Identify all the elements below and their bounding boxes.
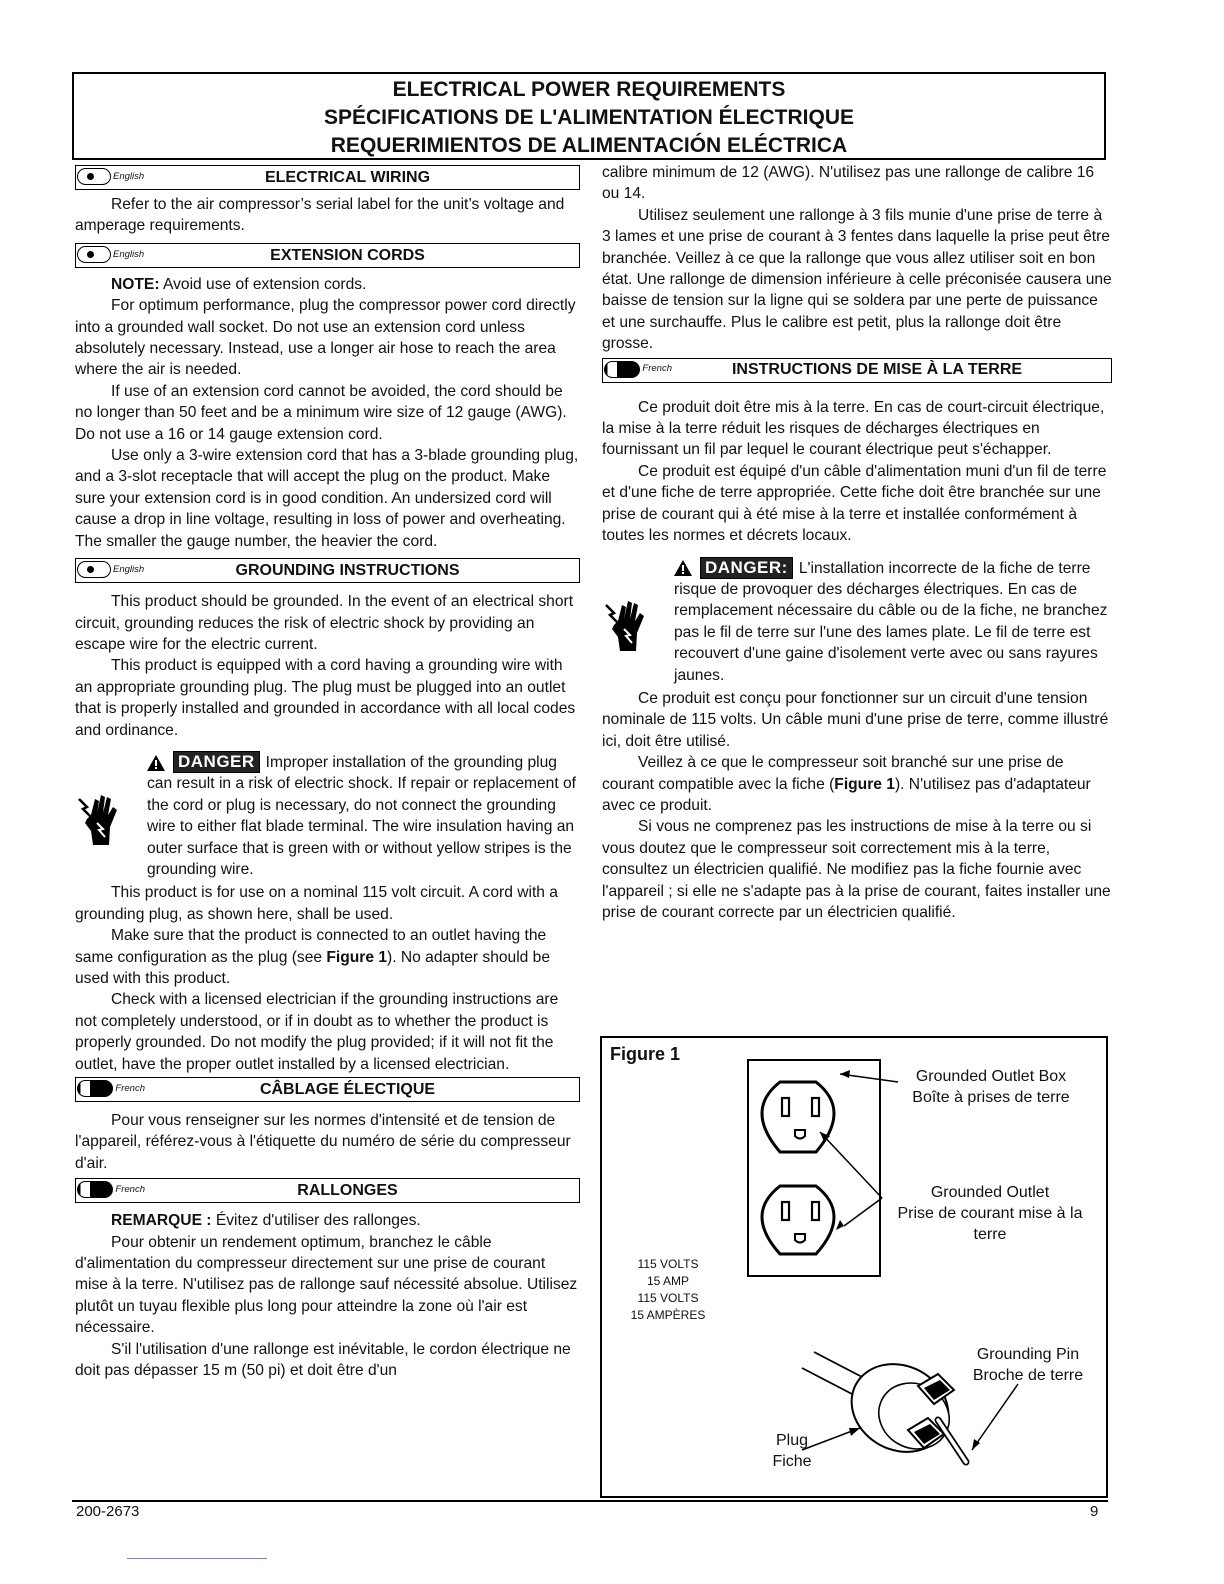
paragraph: Ce produit est équipé d'un câble d'alimentation muni d'un fil de terre et d'une fiche de terre appropriée. Cette fiche doit être branchée sur une prise de courant qui à été mise à la terre et installée conformément à toutes les normes et décrets locaux. <box>602 462 1107 545</box>
section-title: CÂBLAGE ÉLECTIQUE <box>259 1080 436 1098</box>
divider <box>127 1558 267 1559</box>
note-text: Évitez d'utiliser des rallonges. <box>211 1212 421 1230</box>
english-tag: English <box>77 167 145 186</box>
callout-grounded-outlet: Grounded Outlet Prise de courant mise à la terre <box>897 1184 1083 1243</box>
paragraph: This product is for use on a nominal 115 volt circuit. A cord with a grounding plug, as shown here, shall be used. <box>75 884 558 923</box>
danger-label: DANGER: <box>700 557 793 579</box>
french-tag: French <box>77 1180 145 1199</box>
page-number: 9 <box>1090 1503 1099 1520</box>
paragraph: Utilisez seulement une rallonge à 3 fils munie d'une prise de terre à 3 lames et une prise de courant à 3 fentes dans laquelle la prise peut être branchée. Veillez à ce que la rallonge que vous allez utiliser soit en bon état. Une rallonge de dimension inférieure à celle préconisée causera une baisse de tension sur la ligne qui se soldera par une perte de puissance et une surchauffe. Plus le calibre est petit, plus la rallonge doit être grosse. <box>602 206 1112 353</box>
figure-title: Figure 1 <box>610 1044 681 1064</box>
paragraph: This product should be grounded. In the event of an electrical short circuit, grounding reduces the risk of electric shock by providing an escape wire for the electric current. <box>75 593 574 653</box>
figure-1 <box>600 1036 1108 1498</box>
danger-label: DANGER <box>173 751 260 773</box>
section-bar-cablage-electique <box>75 1077 580 1102</box>
warning-triangle-icon <box>674 560 692 576</box>
section-bar-instructions-mise-a-la-terre <box>602 358 1112 383</box>
paragraph: Make sure that the product is connected to an outlet having the same configuration as the plug (see Figure 1). No adapter should be used with this product. <box>75 927 551 987</box>
footer-rule <box>72 1500 1108 1502</box>
note <box>75 1210 580 1231</box>
paragraph: Ce produit doit être mis à la terre. En cas de court-circuit électrique, la mise à la terre réduit les risques de décharges électriques en fournissant un fil par lequel le courant électrique peut s'échapper. <box>602 398 1105 459</box>
french-tag: French <box>77 1079 145 1098</box>
title-spanish: REQUERIMIENTOS DE ALIMENTACIÓN ELÉCTRICA <box>330 134 848 157</box>
paragraph: Check with a licensed electrician if the grounding instructions are not completely understood, or if in doubt as to whether the product is properly grounded. Do not modify the plug provided; if it will not fit the outlet, have the proper outlet installed by a licensed electrician. <box>75 991 559 1073</box>
lower-outlet <box>762 1186 834 1254</box>
warning-triangle-icon <box>147 755 165 771</box>
paragraph: If use of an extension cord cannot be avoided, the cord should be no longer than 50 feet and be a minimum wire size of 12 gauge (AWG). Do not use a 16 or 14 gauge extension cord. <box>75 382 567 443</box>
french-flag-icon <box>77 1080 113 1097</box>
section-title: RALLONGES <box>297 1182 398 1200</box>
paragraph: This product is equipped with a cord having a grounding wire with an appropriate grounding plug. The plug must be plugged into an outlet that is properly installed and grounded in accordance with all local codes and ordinance. <box>75 657 576 739</box>
paragraph: Use only a 3-wire extension cord that has a 3-blade grounding plug, and a 3-slot receptacle that will accept the plug on the product. Make sure your extension cord is in good condition. An undersized cord will cause a drop in line voltage, resulting in loss of power and overheating. The smaller the gauge number, the heavier the cord. <box>75 447 579 550</box>
english-flag-icon <box>77 561 111 578</box>
danger-warning <box>75 751 580 880</box>
document-number: 200-2673 <box>76 1503 140 1520</box>
section-bar-rallonges <box>75 1178 580 1203</box>
paragraph: calibre minimum de 12 (AWG). N'utilisez pas une rallonge de calibre 16 ou 14. <box>602 164 1095 203</box>
english-flag-icon <box>77 246 111 263</box>
electric-shock-hand-icon <box>77 785 123 849</box>
callout-grounded-outlet-box: Grounded Outlet Box Boîte à prises de terre <box>912 1068 1070 1106</box>
figure-reference: Figure 1 <box>834 775 895 793</box>
section-title: INSTRUCTIONS DE MISE À LA TERRE <box>731 361 1023 379</box>
note-text: Avoid use of extension cords. <box>159 275 367 293</box>
note-label: REMARQUE : <box>111 1212 212 1230</box>
left-column <box>75 162 580 1382</box>
electric-shock-hand-icon <box>604 591 650 655</box>
title-english: ELECTRICAL POWER REQUIREMENTS <box>392 78 786 101</box>
plug <box>802 1347 966 1468</box>
note <box>75 274 580 295</box>
right-column <box>602 162 1112 923</box>
section-title: EXTENSION CORDS <box>270 246 425 264</box>
paragraph: Pour vous renseigner sur les normes d'intensité et de tension de l'appareil, référez-vous à l'étiquette du numéro de série du compresseur d'air. <box>75 1112 571 1172</box>
paragraph: For optimum performance, plug the compressor power cord directly into a grounded wall socket. Do not use an extension cord unless absolutely necessary. Instead, use a longer air hose to reach the area where the air is needed. <box>75 297 576 379</box>
paragraph: Si vous ne comprenez pas les instructions de mise à la terre ou si vous doutez que le compresseur soit correctement mis à la terre, consultez un électricien qualifié. Ne modifiez pas la fiche fournie avec l'appareil ; si elle ne s'adapte pas à la prise de courant, faites installer une prise de courant correcte par un électricien qualifié. <box>602 818 1111 921</box>
danger-text: Improper installation of the grounding plug can result in a risk of electric shock. If repair or replacement of the cord or plug is necessary, do not connect the grounding wire to either flat blade terminal. The wire insulation having an outer surface that is green with or without yellow stripes is the grounding wire. <box>147 753 577 878</box>
section-bar-electrical-wiring <box>75 165 580 190</box>
danger-warning <box>602 557 1112 686</box>
english-flag-icon <box>77 168 111 185</box>
upper-outlet <box>762 1082 834 1152</box>
paragraph: S'il l'utilisation d'une rallonge est inévitable, le cordon électrique ne doit pas dépasser 15 m (50 pi) et doit être d'un <box>75 1340 571 1380</box>
page-header <box>72 72 1106 160</box>
french-flag-icon <box>77 1181 113 1198</box>
paragraph: Pour obtenir un rendement optimum, branchez le câble d'alimentation du compresseur directement sur une prise de courant mise à la terre. N'utilisez pas de rallonge sauf nécessité absolue. Utilisez plutôt un tuyau flexible plus long pour atteindre la zone où l'air est nécessaire. <box>75 1233 578 1337</box>
english-tag: English <box>77 245 145 264</box>
french-flag-icon <box>604 361 640 378</box>
english-tag: English <box>77 560 145 579</box>
title-french: SPÉCIFICATIONS DE L'ALIMENTATION ÉLECTRIQUE <box>324 106 854 129</box>
section-bar-extension-cords <box>75 243 580 268</box>
danger-text: L'installation incorrecte de la fiche de terre risque de provoquer des décharges électriques. En cas de remplacement nécessaire du câble ou de la fiche, ne branchez pas le fil de terre sur l'une des lames plate. Le fil de terre est recouvert d'une gaine d'isolement verte avec ou sans rayures jaunes. <box>674 559 1108 684</box>
paragraph: Refer to the air compressor’s serial label for the unit’s voltage and amperage requirements. <box>75 196 565 235</box>
callout-grounding-pin: Grounding Pin Broche de terre <box>972 1346 1084 1384</box>
voltage-rating: 115 VOLTS 15 AMP 115 VOLTS 15 AMPÈRES <box>630 1257 706 1322</box>
section-title: ELECTRICAL WIRING <box>264 168 431 186</box>
note-label: NOTE: <box>111 275 160 293</box>
callout-plug: Plug Fiche <box>772 1432 812 1470</box>
figure-reference: Figure 1 <box>326 948 388 966</box>
paragraph: Veillez à ce que le compresseur soit branché sur une prise de courant compatible avec la fiche (Figure 1). N'utilisez pas d'adaptateur avec ce produit. <box>602 754 1091 814</box>
section-title: GROUNDING INSTRUCTIONS <box>235 561 460 579</box>
french-tag: French <box>604 360 672 379</box>
paragraph: Ce produit est conçu pour fonctionner sur un circuit d'une tension nominale de 115 volts. Un câble muni d'une prise de terre, comme illustré ici, doit être utilisé. <box>602 689 1109 750</box>
section-bar-grounding-instructions <box>75 558 580 583</box>
